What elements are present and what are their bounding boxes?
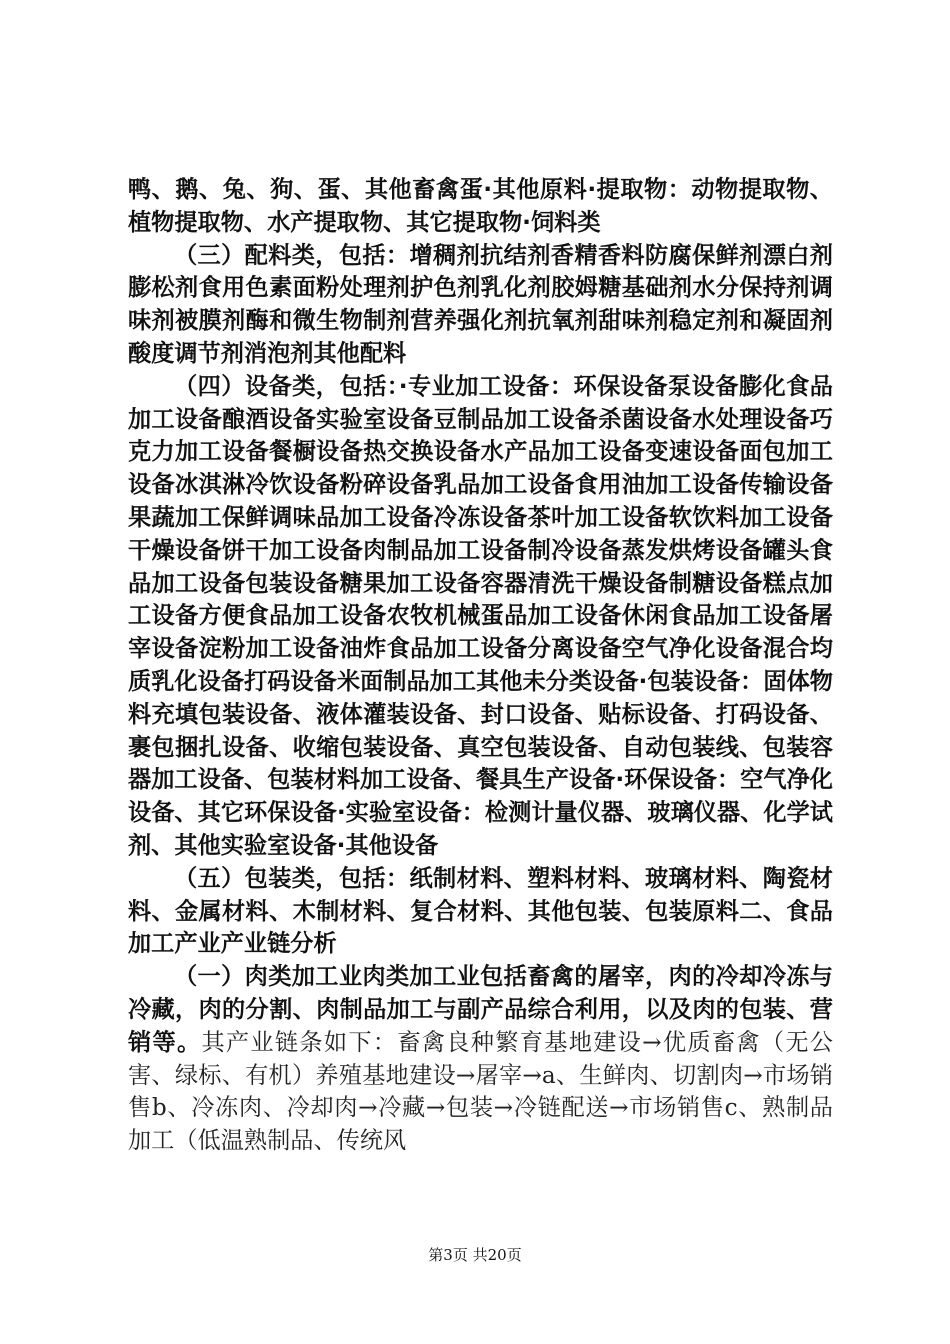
page-number-label: 第3页 共20页 xyxy=(428,1246,522,1264)
paragraph-raw-materials-continued: 鸭、鹅、兔、狗、蛋、其他畜禽蛋·其他原料·提取物：动物提取物、植物提取物、水产提取物、其它提取物·饲料类 xyxy=(128,176,833,236)
meat-processing-intro: （一）肉类加工业肉类加工业包括畜禽的屠宰，肉的冷却冷冻与冷藏，肉的分割、肉制品加工与副产品综合利用，以及肉的包装、营销等。 xyxy=(128,963,833,1056)
meat-processing-chain: 其产业链条如下：畜禽良种繁育基地建设→优质畜禽（无公害、绿标、有机）养殖基地建设→屠宰→a、生鲜肉、切割肉→市场销售b、冷冻肉、冷却肉→冷藏→包装→冷链配送→市场销售c、熟制品加工（低温熟制品、传统风 xyxy=(128,1028,833,1155)
paragraph-equipment: （四）设备类，包括：·专业加工设备：环保设备泵设备膨化食品加工设备酿酒设备实验室设备豆制品加工设备杀菌设备水处理设备巧克力加工设备餐橱设备热交换设备水产品加工设备变速设备面包加工设备冰淇淋冷饮设备粉碎设备乳品加工设备食用油加工设备传输设备果蔬加工保鲜调味品加工设备冷冻设备茶叶加工设备软饮料加工设备干燥设备饼干加工设备肉制品加工设备制冷设备蒸发烘烤设备罐头食品加工设备包装设备糖果加工设备容器清洗干燥设备制糖设备糕点加工设备方便食品加工设备农牧机械蛋品加工设备休闲食品加工设备屠宰设备淀粉加工设备油炸食品加工设备分离设备空气净化设备混合均质乳化设备打码设备米面制品加工其他未分类设备·包装设备：固体物料充填包装设备、液体灌装设备、封口设备、贴标设备、打码设备、裹包捆扎设备、收缩包装设备、真空包装设备、自动包装线、包装容器加工设备、包装材料加工设备、餐具生产设备·环保设备：空气净化设备、其它环保设备·实验室设备：检测计量仪器、玻璃仪器、化学试剂、其他实验室设备·其他设备 xyxy=(128,372,833,859)
paragraph-packaging: （五）包装类，包括：纸制材料、塑料材料、玻璃材料、陶瓷材料、金属材料、木制材料、复合材料、其他包装、包装原料二、食品加工产业产业链分析 xyxy=(128,864,833,958)
document-body xyxy=(128,174,833,1158)
paragraph-ingredients: （三）配料类，包括：增稠剂抗结剂香精香料防腐保鲜剂漂白剂膨松剂食用色素面粉处理剂护色剂乳化剂胶姆糖基础剂水分保持剂调味剂被膜剂酶和微生物制剂营养强化剂抗氧剂甜味剂稳定剂和凝固剂酸度调节剂消泡剂其他配料 xyxy=(128,241,833,367)
page-footer xyxy=(0,1244,950,1265)
paragraph-meat-processing xyxy=(128,961,833,1158)
